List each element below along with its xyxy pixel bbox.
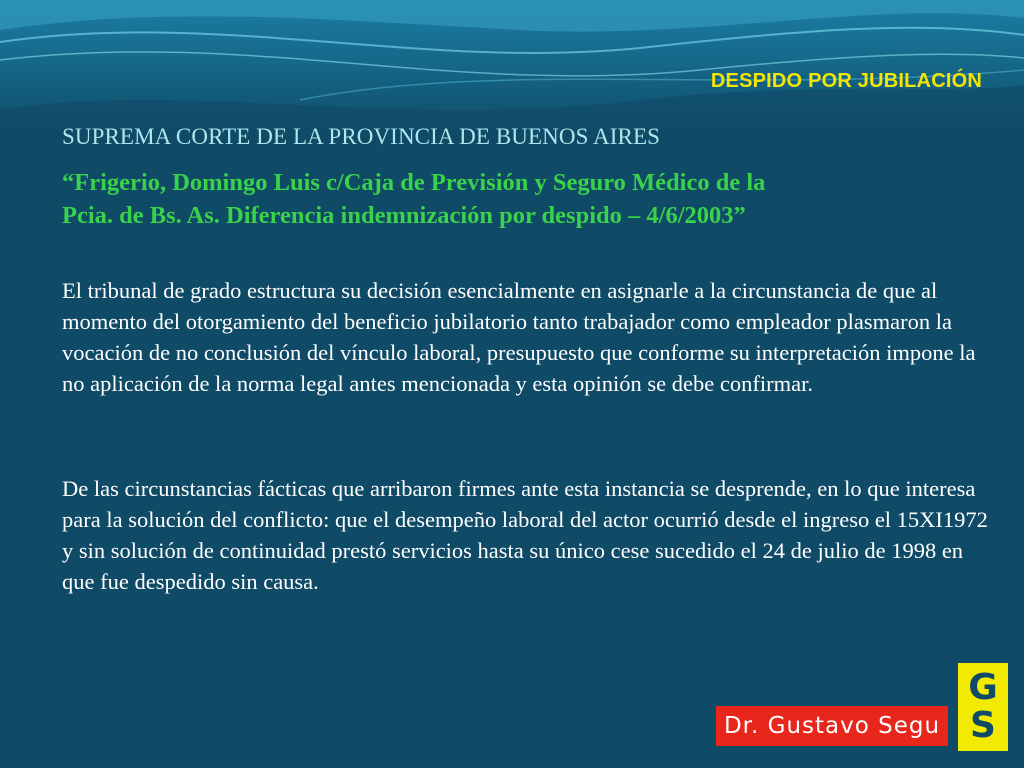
- case-title-line-2: Pcia. de Bs. As. Diferencia indemnización por despido – 4/6/2003”: [62, 202, 746, 229]
- gs-logo: [958, 663, 1008, 751]
- logo-letter-s: S: [970, 705, 996, 746]
- case-title-line-1: “Frigerio, Domingo Luis c/Caja de Previsión y Seguro Médico de la: [62, 169, 766, 196]
- logo-letter-g: G: [968, 667, 998, 708]
- paragraph-facts: De las circunstancias fácticas que arribaron firmes ante esta instancia se desprende, en lo que interesa para la solución del conflicto: que el desempeño laboral del actor ocurrió desde el ingreso el 15XI1972 y sin solución de continuidad prestó servicios hasta su único cese sucedido el 24 de julio de 1998 en que fue despedido sin causa.: [62, 476, 988, 594]
- paragraph-ruling: El tribunal de grado estructura su decisión esencialmente en asignarle a la circunstancia de que al momento del otorgamiento del beneficio jubilatorio tanto trabajador como empleador plasmaron la vocación de no conclusión del vínculo laboral, presupuesto que conforme su interpretación impone la no aplicación de la norma legal antes mencionada y esta opinión se debe confirmar.: [62, 278, 976, 396]
- author-signature: Dr. Gustavo Segu: [716, 706, 948, 746]
- case-title: [62, 166, 962, 232]
- court-heading: SUPREMA CORTE DE LA PROVINCIA DE BUENOS AIRES: [62, 124, 660, 149]
- slide-title: DESPIDO POR JUBILACIÓN: [710, 70, 982, 92]
